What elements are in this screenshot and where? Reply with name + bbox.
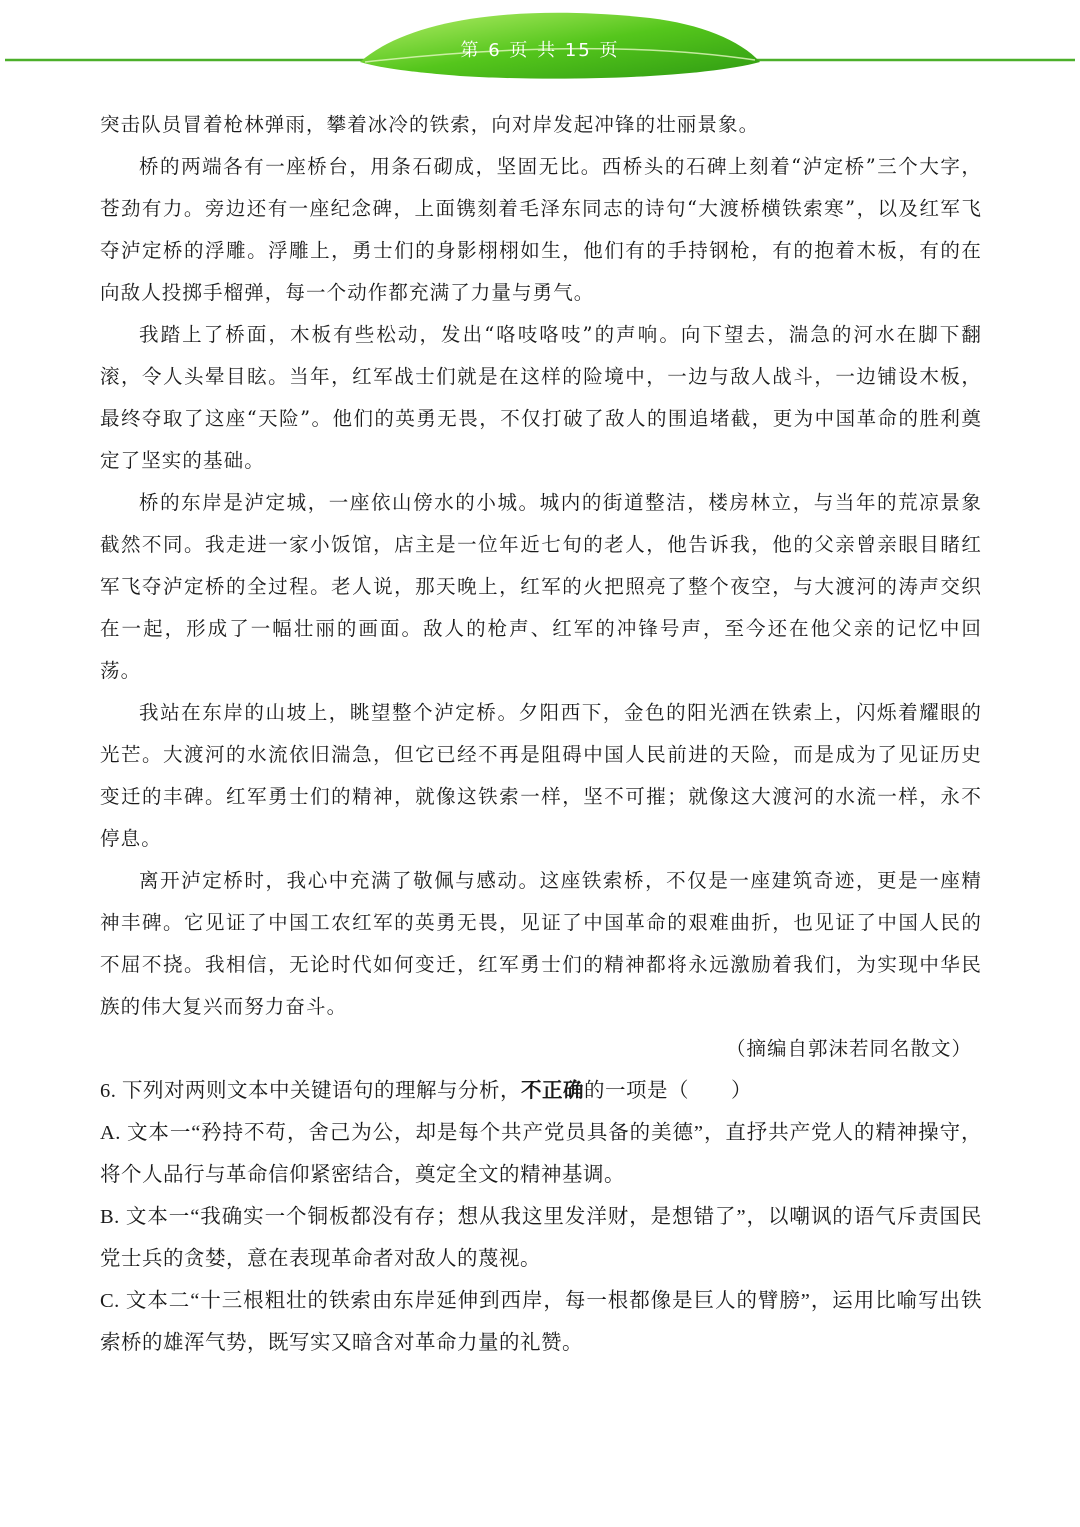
page-number: 第 6 页 共 15 页 [460, 40, 620, 61]
option-a: A. 文本一“矜持不苟，舍己为公，却是每个共产党员具备的美德”，直抒共产党人的精神操守，将个人品行与革命信仰紧密结合，奠定全文的精神基调。 [100, 1122, 982, 1186]
paragraph: 我踏上了桥面，木板有些松动，发出“咯吱咯吱”的声响。向下望去，湍急的河水在脚下翻滚，令人头晕目眩。当年，红军战士们就是在这样的险境中，一边与敌人战斗，一边铺设木板，最终夺取了这座“天险”。他们的英勇无畏，不仅打破了敌人的围追堵截，更为中国革命的胜利奠定了坚实的基础。 [100, 323, 982, 472]
page-header [0, 0, 1080, 100]
question-stem-emphasis: 不正确 [521, 1080, 584, 1102]
question-stem-before: 6. 下列对两则文本中关键语句的理解与分析， [100, 1080, 521, 1102]
question-stem-after: 的一项是（ ） [584, 1080, 752, 1102]
option-c: C. 文本二“十三根粗壮的铁索由东岸延伸到西岸，每一根都像是巨人的臂膀”，运用比喻写出铁索桥的雄浑气势，既写实又暗含对革命力量的礼赞。 [100, 1290, 982, 1354]
document-body [100, 104, 982, 1364]
paragraph: 桥的东岸是泸定城，一座依山傍水的小城。城内的街道整洁，楼房林立，与当年的荒凉景象截然不同。我走进一家小饭馆，店主是一位年近七旬的老人，他告诉我，他的父亲曾亲眼目睹红军飞夺泸定桥的全过程。老人说，那天晚上，红军的火把照亮了整个夜空，与大渡河的涛声交织在一起，形成了一幅壮丽的画面。敌人的枪声、红军的冲锋号声，至今还在他父亲的记忆中回荡。 [100, 491, 982, 682]
continuation-text: 突击队员冒着枪林弹雨，攀着冰冷的铁索，向对岸发起冲锋的壮丽景象。 [100, 113, 760, 136]
option-b: B. 文本一“我确实一个铜板都没有存；想从我这里发洋财，是想错了”，以嘲讽的语气斥责国民党士兵的贪婪，意在表现革命者对敌人的蔑视。 [100, 1206, 982, 1270]
paragraph: 我站在东岸的山坡上，眺望整个泸定桥。夕阳西下，金色的阳光洒在铁索上，闪烁着耀眼的光芒。大渡河的水流依旧湍急，但它已经不再是阻碍中国人民前进的天险，而是成为了见证历史变迁的丰碑。红军勇士们的精神，就像这铁索一样，坚不可摧；就像这大渡河的水流一样，永不停息。 [100, 701, 982, 850]
paragraph: 离开泸定桥时，我心中充满了敬佩与感动。这座铁索桥，不仅是一座建筑奇迹，更是一座精神丰碑。它见证了中国工农红军的英勇无畏，见证了中国革命的艰难曲折，也见证了中国人民的不屈不挠。我相信，无论时代如何变迁，红军勇士们的精神都将永远激励着我们，为实现中华民族的伟大复兴而努力奋斗。 [100, 869, 982, 1018]
question-stem [100, 1070, 982, 1112]
paragraph: 桥的两端各有一座桥台，用条石砌成，坚固无比。西桥头的石碑上刻着“泸定桥”三个大字，苍劲有力。旁边还有一座纪念碑，上面镌刻着毛泽东同志的诗句“大渡桥横铁索寒”，以及红军飞夺泸定桥的浮雕。浮雕上，勇士们的身影栩栩如生，他们有的手持钢枪，有的抱着木板，有的在向敌人投掷手榴弹，每一个动作都充满了力量与勇气。 [100, 155, 982, 304]
source-citation: （摘编自郭沫若同名散文） [725, 1037, 972, 1060]
